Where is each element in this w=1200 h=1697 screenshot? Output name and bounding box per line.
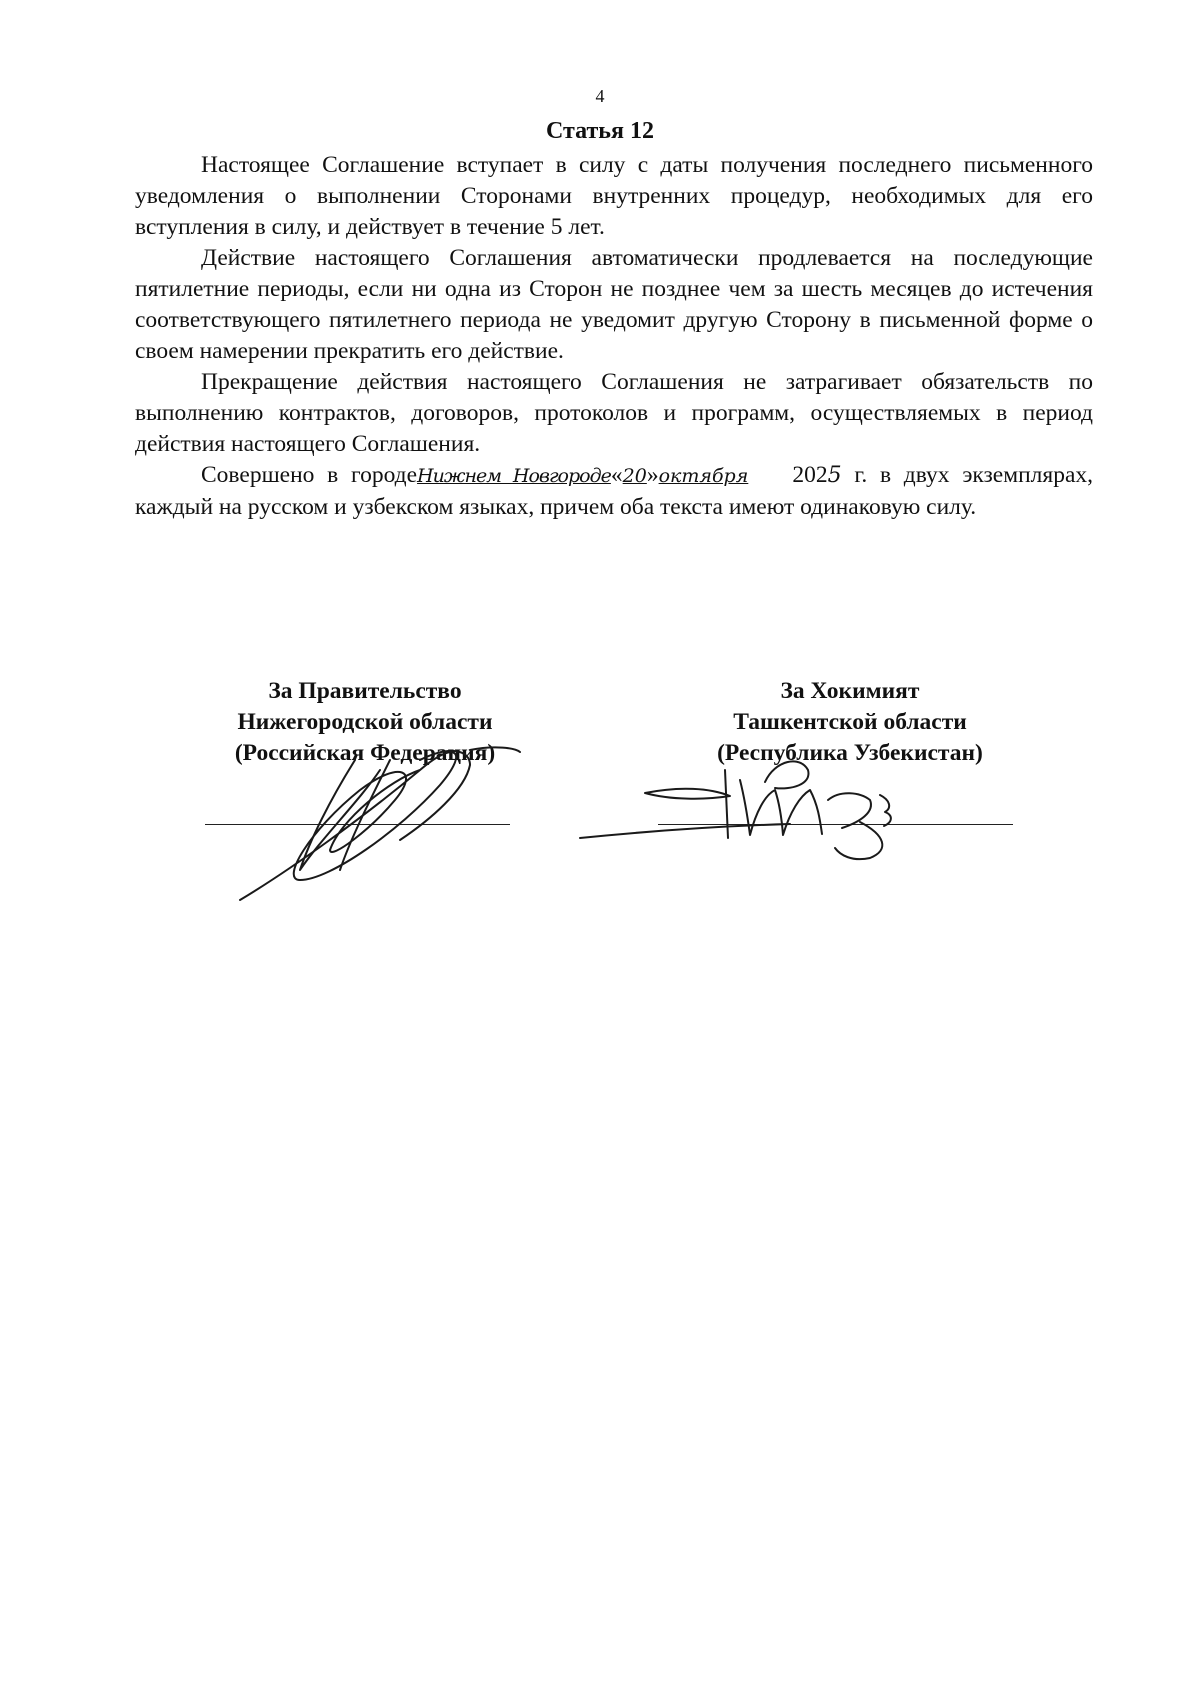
handwritten-day: 20 <box>622 465 647 487</box>
article-body <box>135 150 1093 523</box>
paragraph-extension: Действие настоящего Соглашения автоматически продлевается на последующие пятилетние периоды, если ни одна из Сторон не позднее чем за шесть месяцев до истечения соответствующего пятилетнего периода не уведомит другую Сторону в письменной форме о своем намерении прекратить его действие. <box>135 245 1093 364</box>
signature-uzbekistan <box>580 761 891 859</box>
handwritten-year-digit: 5 <box>827 463 842 488</box>
signatory-russia-line3: (Российская Федерация) <box>234 740 496 766</box>
quote-open: « <box>610 462 623 488</box>
signatory-uzbekistan-line2: Ташкентской области <box>733 709 967 735</box>
signature-line-russia <box>205 824 510 825</box>
signature-line-uzbekistan <box>658 824 1013 825</box>
signatory-russia-line2: Нижегородской области <box>237 709 493 735</box>
signatory-uzbekistan-line1: За Хокимият <box>780 678 920 704</box>
paragraph-termination: Прекращение действия настоящего Соглашения не затрагивает обязательств по выполнению контрактов, договоров, протоколов и программ, осуществляемых в период действия настоящего Соглашения. <box>135 369 1093 457</box>
signatory-uzbekistan-line3: (Республика Узбекистан) <box>717 740 983 766</box>
article-title: Статья 12 <box>546 118 654 144</box>
handwritten-city: Нижнем Новгороде <box>417 465 611 487</box>
signatory-uzbekistan <box>660 676 1040 769</box>
signatory-russia <box>190 676 540 769</box>
page-number: 4 <box>595 86 605 106</box>
quote-close: » <box>646 462 659 488</box>
signatory-russia-line1: За Правительство <box>268 678 462 704</box>
completion-suffix: г. в двух экземплярах, каждый на русском и узбекском языках, причем оба текста имеют одинаковую силу. <box>135 462 1094 520</box>
handwritten-month: октября <box>658 465 749 487</box>
year-prefix: 202 <box>792 462 828 488</box>
paragraph-completion <box>135 460 1093 523</box>
paragraph-entry-into-force: Настоящее Соглашение вступает в силу с даты получения последнего письменного уведомления о выполнении Сторонами внутренних процедур, необходимых для его вступления в силу, и действует в течение 5 лет. <box>135 152 1093 240</box>
completion-prefix: Совершено в городе <box>201 462 418 488</box>
